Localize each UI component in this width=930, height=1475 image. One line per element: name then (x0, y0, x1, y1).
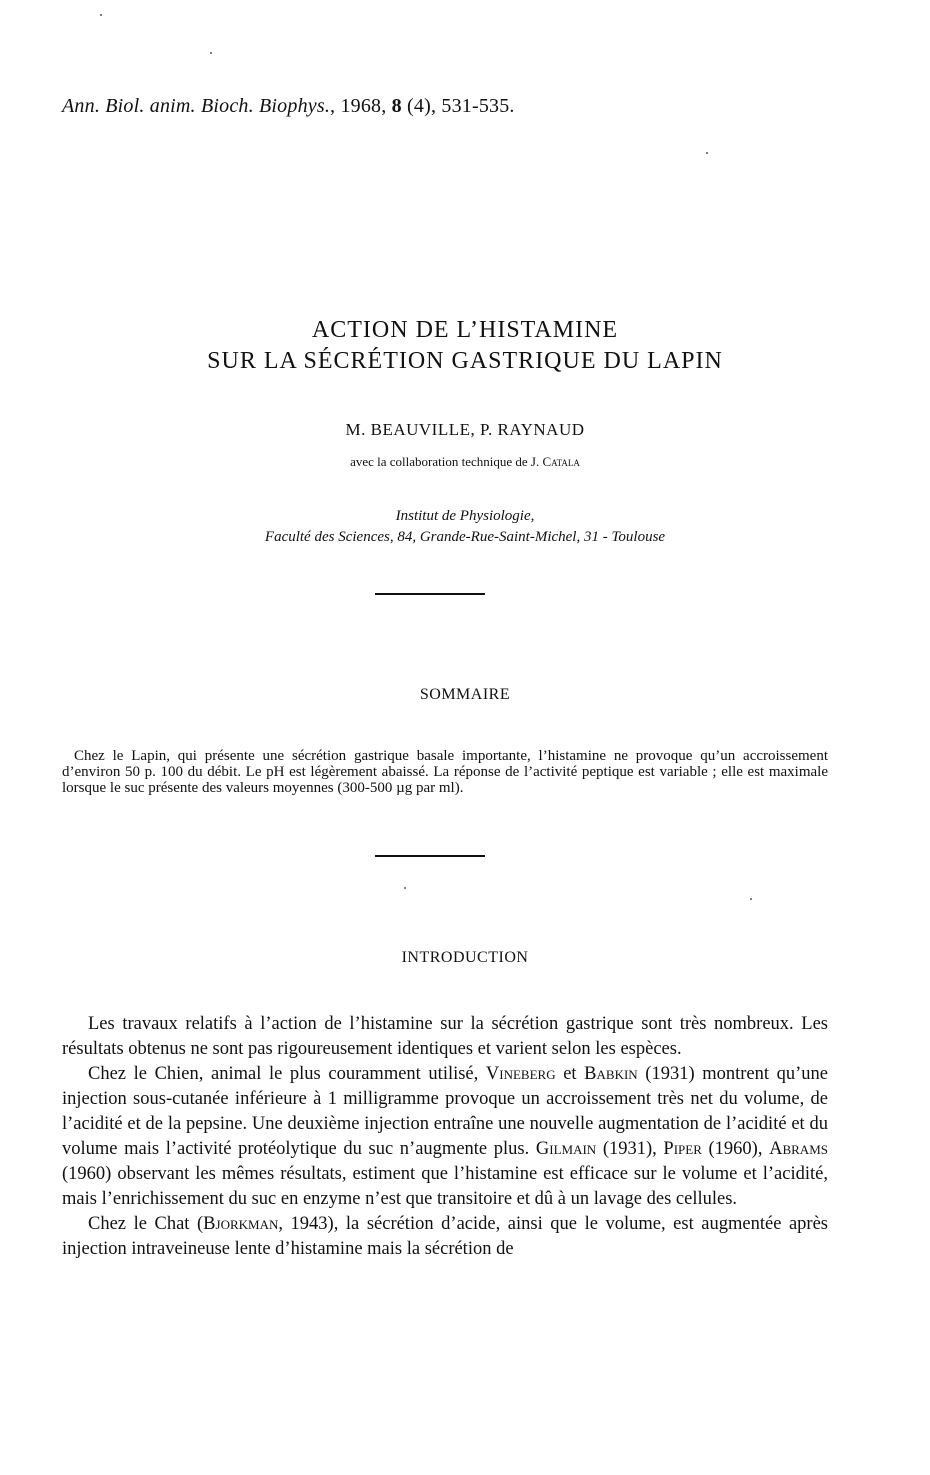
scan-speck (706, 152, 708, 154)
paragraph: Les travaux relatifs à l’action de l’histamine sur la sécrétion gastrique sont très nombreux. Les résultats obtenus ne sont pas rigoureusement identiques et varient selon les espèces. (62, 1014, 828, 1059)
paper-title (0, 315, 930, 377)
paragraph (62, 1062, 828, 1212)
text-run: (1931), (602, 1139, 657, 1159)
divider-rule (375, 855, 485, 857)
collaboration-note (0, 454, 930, 470)
text-run: , 1943), la sécrétion d’acide, ainsi que le volume, est augmentée après injection intraveineuse lente d’histamine mais la sécrétion de (62, 1214, 829, 1259)
citation-ref: Piper (663, 1139, 702, 1159)
affiliation-line-1: Institut de Physiologie, (395, 508, 535, 524)
journal-name: Ann. Biol. anim. Bioch. Biophys., (62, 95, 336, 117)
summary-text: Chez le Lapin, qui présente une sécrétion gastrique basale importante, l’histamine ne provoque qu’un accroissement d’environ 50 p. 100 du débit. Le pH est légèrement abaissé. La réponse de l’activité peptique est variable ; elle est maximale lorsque le suc présente des valeurs moyennes (300-500 µg par ml). (62, 748, 828, 796)
title-line-2: SUR LA SÉCRÉTION GASTRIQUE DU LAPIN (207, 348, 723, 374)
introduction-body (62, 1012, 828, 1262)
text-run: Chez le Chien, animal le plus couramment utilisé, (88, 1064, 479, 1084)
divider-rule (375, 593, 485, 595)
text-run: Chez le Chat ( (88, 1214, 204, 1234)
collaboration-name: Catala (542, 454, 580, 469)
affiliation-line-2: Faculté des Sciences, 84, Grande-Rue-Saint-Michel, 31 - Toulouse (264, 529, 666, 545)
authors: M. BEAUVILLE, P. RAYNAUD (345, 420, 585, 439)
text-run: (1931) montrent qu’une injection sous-cutanée inférieure à 1 milligramme provoque un accroissement très net du volume, de l’acidité et de la pepsine. Une deuxième injection entraîne une nouvelle augmentation de l’acidité et du volume mais l’activité protéolytique du suc n’augmente plus. (62, 1064, 828, 1159)
text-run: (1960) observant les mêmes résultats, estiment que l’histamine est efficace sur le volume et l’acidité, mais l’enrichissement du suc en enzyme n’est que transitoire et dû à un lavage des cellules. (62, 1164, 828, 1209)
affiliation (0, 506, 930, 548)
paragraph (62, 1212, 828, 1262)
scan-speck (100, 14, 102, 16)
journal-issue-pages: (4), 531-535. (407, 95, 515, 117)
title-line-1: ACTION DE L’HISTAMINE (311, 317, 619, 343)
introduction-heading: INTRODUCTION (401, 949, 529, 966)
citation-ref: Abrams (769, 1139, 828, 1159)
summary-heading: SOMMAIRE (419, 686, 511, 703)
citation-ref: Babkin (584, 1064, 638, 1084)
journal-citation (62, 95, 515, 118)
text-run: (1960), (708, 1139, 763, 1159)
text-run: et (563, 1064, 577, 1084)
citation-ref: Vineberg (485, 1064, 556, 1084)
citation-ref: Bjorkman (203, 1214, 279, 1234)
scan-speck (404, 887, 406, 889)
scan-speck (750, 898, 752, 900)
citation-ref: Gilmain (535, 1139, 597, 1159)
scan-speck (210, 52, 212, 54)
collaboration-prefix: avec la collaboration technique de J. (350, 454, 540, 469)
journal-year: 1968, (340, 95, 387, 117)
journal-volume: 8 (391, 95, 402, 117)
